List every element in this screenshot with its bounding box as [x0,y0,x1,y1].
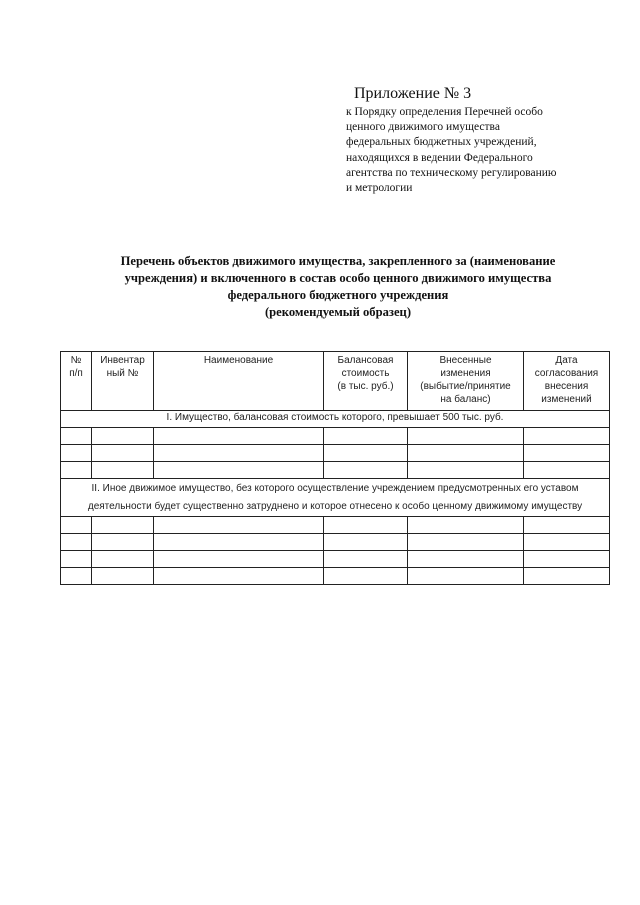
section-2-title: II. Иное движимое имущество, без которого осуществление учреждением предусмотренных его уставом деятельности будет существенно затруднено и которое отнесено к особо ценному движимому имуществу [61,479,610,517]
header-number: № п/п [61,352,92,411]
document-title [62,253,614,321]
header-approval-date: Дата согласования внесения изменений [524,352,610,411]
appendix-line: к Порядку определения Перечней особо [346,106,543,118]
table-row [61,551,610,568]
appendix-line: ценного движимого имущества [346,121,500,134]
table-row [61,428,610,445]
appendix-line: и метрологии [346,182,413,195]
title-line: учреждения) и включенного в состав особо ценного движимого имущества [124,271,552,285]
section-row [61,411,610,428]
section-1-title: I. Имущество, балансовая стоимость которого, превышает 500 тыс. руб. [61,411,610,428]
appendix-line: находящихся в ведении Федерального [346,151,533,164]
table-header-row [61,352,610,411]
table-row [61,445,610,462]
title-line: федерального бюджетного учреждения [227,288,449,302]
section-row [61,479,610,517]
table-row [61,534,610,551]
header-name: Наименование [154,352,324,411]
title-line: Перечень объектов движимого имущества, закрепленного за (наименование [120,254,556,268]
appendix-heading: Приложение № 3 [354,85,472,102]
table-row [61,517,610,534]
header-balance-value: Балансовая стоимость (в тыс. руб.) [324,352,408,411]
property-table [60,351,610,585]
title-line: (рекомендуемый образец) [264,305,412,319]
appendix-line: федеральных бюджетных учреждений, [346,136,537,149]
header-inventory-number: Инвентар ный № [92,352,154,411]
appendix-line: агентства по техническому регулированию [346,166,557,179]
table-row [61,462,610,479]
table-row [61,568,610,585]
header-changes: Внесенные изменения (выбытие/принятие на баланс) [408,352,524,411]
appendix-block [346,84,616,196]
